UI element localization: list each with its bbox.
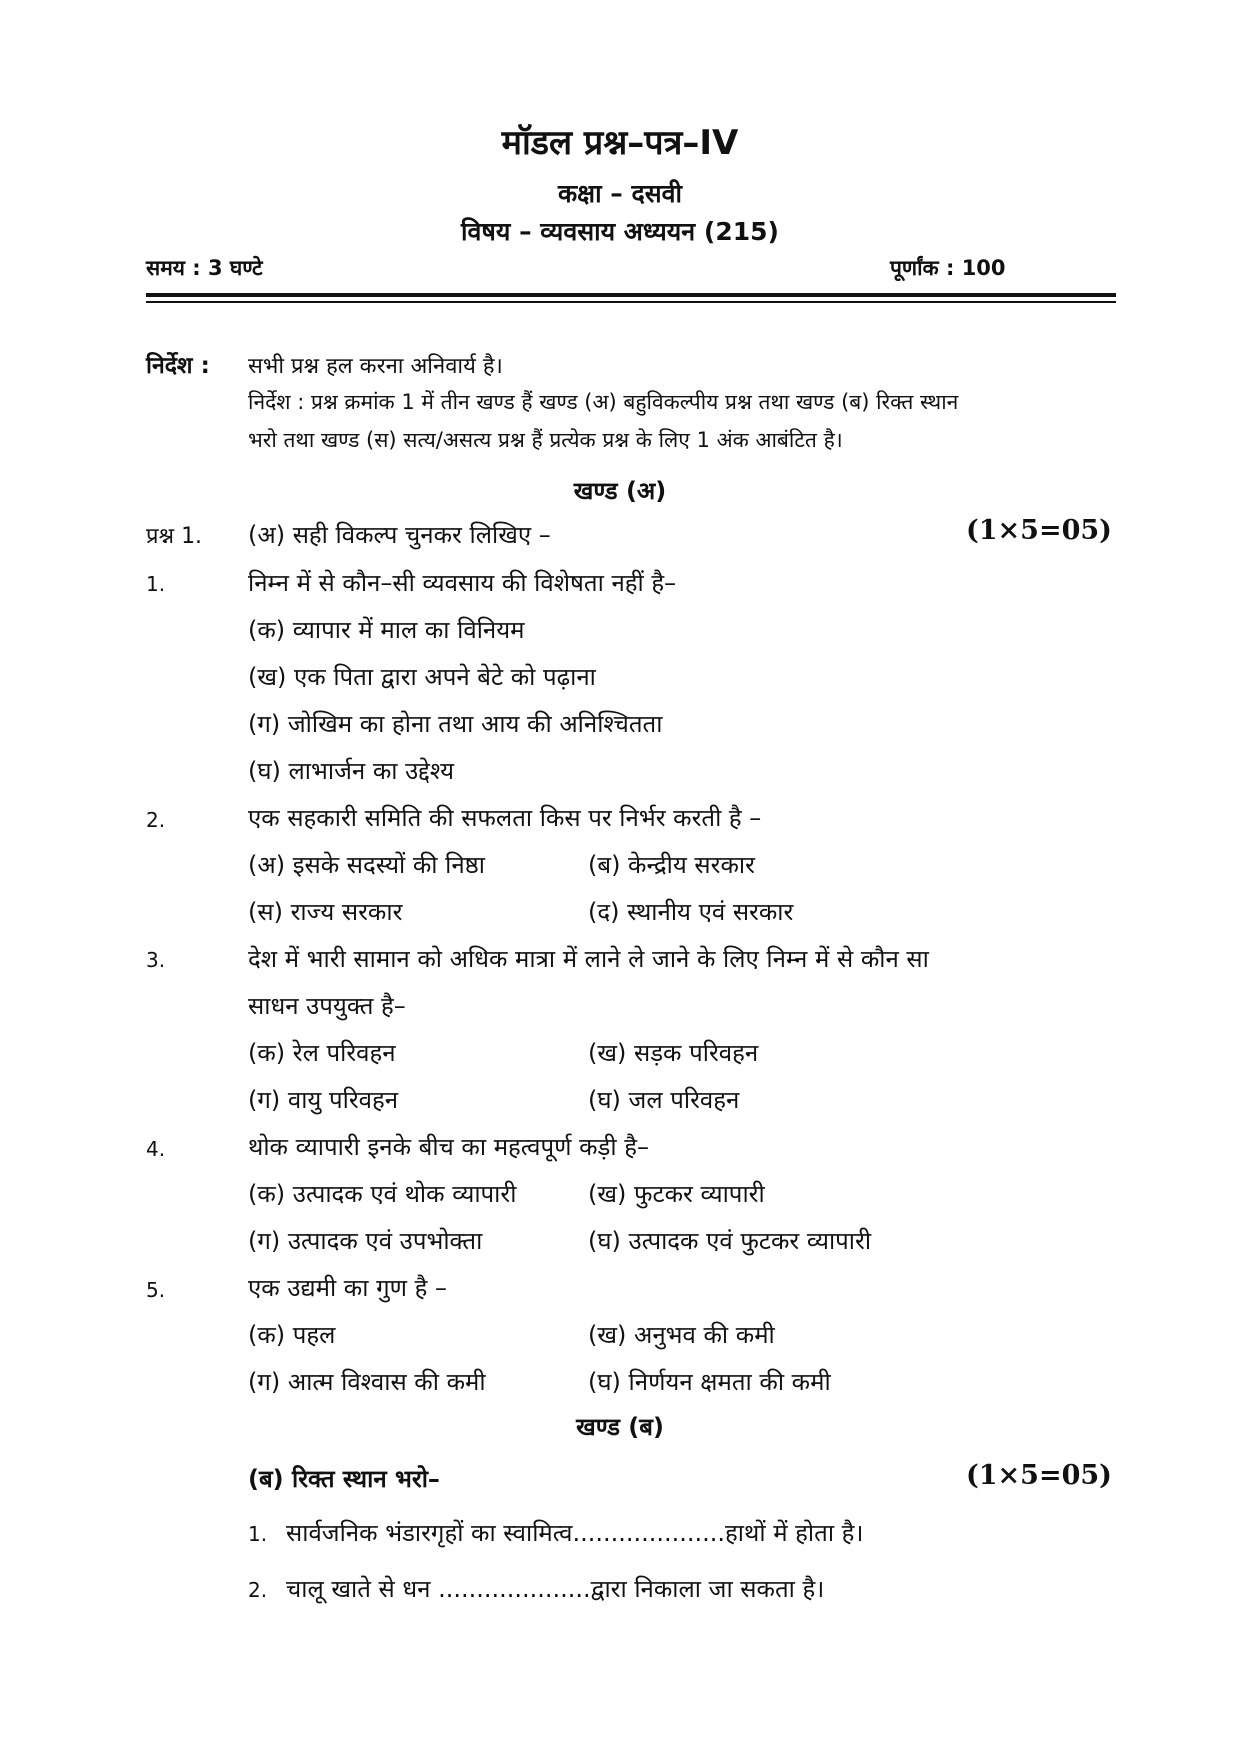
section-b-heading: खण्ड (ब) (576, 1413, 664, 1441)
option: (ख) फुटकर व्यापारी (588, 1180, 765, 1208)
header-rule-thin (146, 301, 1116, 303)
option: (घ) लाभार्जन का उद्देश्य (248, 757, 455, 785)
section-a-marks: (1×5=05) (966, 515, 1112, 546)
question-number: 1. (146, 572, 166, 596)
fill-blank-number: 2. (248, 1578, 268, 1602)
question-number: 5. (146, 1278, 166, 1302)
question-text: देश में भारी सामान को अधिक मात्रा में लाने ले जाने के लिए निम्न में से कौन सा (248, 945, 929, 973)
question-text-continued: साधन उपयुक्त है– (248, 992, 406, 1020)
question-text: निम्न में से कौन–सी व्यवसाय की विशेषता नहीं है– (248, 569, 677, 597)
section-a-instruction: (अ) सही विकल्प चुनकर लिखिए – (248, 521, 551, 549)
fill-blank-text: सार्वजनिक भंडारगृहों का स्वामित्व....................हाथों में होता है। (286, 1519, 864, 1547)
option: (ग) आत्म विश्वास की कमी (248, 1368, 486, 1396)
option: (क) रेल परिवहन (248, 1039, 396, 1067)
option: (क) पहल (248, 1321, 336, 1349)
question-number: 3. (146, 948, 166, 972)
option: (घ) निर्णयन क्षमता की कमी (588, 1368, 831, 1396)
question-label: प्रश्न 1. (146, 524, 203, 549)
instructions-line-3: भरो तथा खण्ड (स) सत्य/असत्य प्रश्न हैं प्रत्येक प्रश्न के लिए 1 अंक आबंटित है। (248, 428, 843, 452)
option: (क) व्यापार में माल का विनियम (248, 616, 525, 644)
question-number: 2. (146, 808, 166, 832)
question-text: एक उद्यमी का गुण है – (248, 1274, 447, 1302)
section-b-instruction: (ब) रिक्त स्थान भरो– (248, 1465, 440, 1493)
fill-blank-text: चालू खाते से धन ....................द्वारा निकाला जा सकता है। (286, 1575, 825, 1603)
time-label: समय : 3 घण्टे (146, 256, 263, 280)
subject-label: विषय – व्यवसाय अध्ययन (215) (461, 217, 779, 246)
header-rule-thick (146, 293, 1116, 297)
option: (स) राज्य सरकार (248, 898, 403, 926)
question-text: थोक व्यापारी इनके बीच का महत्वपूर्ण कड़ी है– (248, 1133, 649, 1161)
option: (क) उत्पादक एवं थोक व्यापारी (248, 1180, 517, 1208)
question-number: 4. (146, 1137, 166, 1161)
question-text: एक सहकारी समिति की सफलता किस पर निर्भर करती है – (248, 804, 762, 832)
max-marks-label: पूर्णांक : 100 (890, 256, 1006, 280)
section-b-marks: (1×5=05) (966, 1460, 1112, 1491)
option: (ब) केन्द्रीय सरकार (588, 851, 755, 879)
option: (द) स्थानीय एवं सरकार (588, 898, 794, 926)
option: (ग) जोखिम का होना तथा आय की अनिश्चितता (248, 710, 663, 738)
option: (अ) इसके सदस्यों की निष्ठा (248, 851, 485, 879)
instructions-line-1: सभी प्रश्न हल करना अनिवार्य है। (248, 354, 503, 379)
instructions-label: निर्देश : (146, 353, 210, 379)
paper-title: मॉडल प्रश्न–पत्र–IV (501, 123, 739, 163)
option: (ग) उत्पादक एवं उपभोक्ता (248, 1227, 483, 1255)
option: (ग) वायु परिवहन (248, 1086, 399, 1114)
option: (घ) उत्पादक एवं फुटकर व्यापारी (588, 1227, 872, 1255)
section-a-heading: खण्ड (अ) (573, 477, 667, 505)
fill-blank-number: 1. (248, 1522, 268, 1546)
option: (ख) सड़क परिवहन (588, 1039, 759, 1067)
class-label: कक्षा – दसवी (557, 179, 683, 208)
option: (ख) एक पिता द्वारा अपने बेटे को पढ़ाना (248, 663, 596, 691)
instructions-line-2: निर्देश : प्रश्न क्रमांक 1 में तीन खण्ड हैं खण्ड (अ) बहुविकल्पीय प्रश्न तथा खण्ड (ब) रिक्त स्थान (248, 390, 959, 414)
option: (घ) जल परिवहन (588, 1086, 740, 1114)
option: (ख) अनुभव की कमी (588, 1321, 775, 1349)
